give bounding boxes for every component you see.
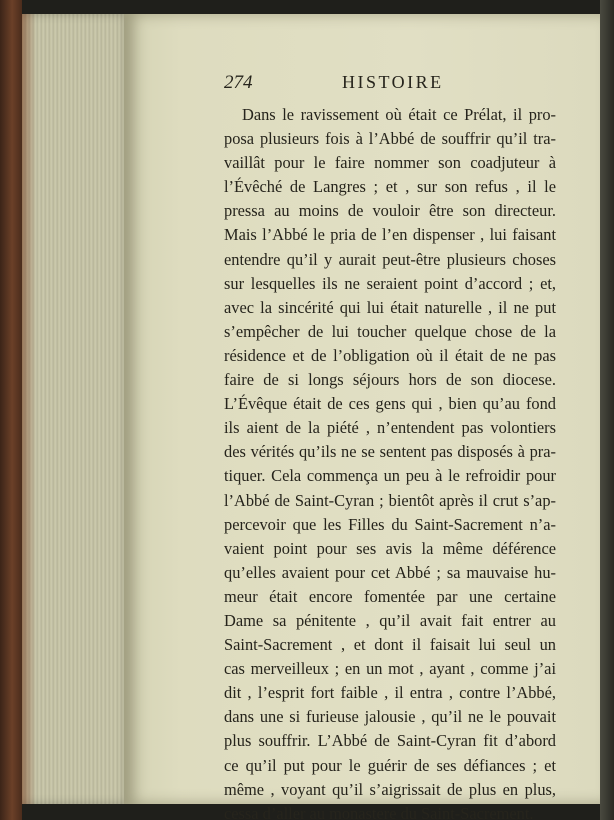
text-line: posa plusieurs fois à l’Abbé de souffrir qu’il tra-: [224, 129, 556, 149]
text-line: Mais l’Abbé le pria de l’en dispenser , lui faisant: [224, 225, 556, 245]
page-number: 274: [224, 72, 253, 93]
page-header: [224, 72, 554, 96]
text-line: vaient point pour ses avis la même déférence: [224, 538, 556, 558]
text-line: vaillât pour le faire nommer son coadjuteur à: [224, 153, 556, 173]
text-line: cas merveilleux ; en un mot , ayant , comme j’ai: [224, 659, 556, 679]
text-line: des vérités qu’ils ne se sentent pas disposés à pra-: [224, 442, 556, 462]
text-line: meur était encore fomentée par une certaine: [224, 586, 556, 606]
facing-page-edge: [600, 0, 614, 820]
body-text: [224, 103, 556, 820]
page-edges: [22, 14, 132, 804]
text-line: percevoir que les Filles du Saint-Sacrement n’a-: [224, 514, 556, 534]
text-line: avec la sincérité qui lui était naturelle , il ne put: [224, 297, 556, 317]
text-line: l’Abbé de Saint-Cyran ; bientôt après il crut s’ap-: [224, 490, 556, 510]
text-line: même , voyant qu’il s’aigrissait de plus en plus,: [224, 779, 556, 799]
text-line: ils aient de la piété , n’entendent pas volontiers: [224, 418, 556, 438]
book-cover-edge: [0, 0, 22, 820]
text-line: s’empêcher de lui toucher quelque chose de la: [224, 321, 556, 341]
text-line: résidence et de l’obligation où il était de ne pas: [224, 345, 556, 365]
text-line: dit , l’esprit fort faible , il entra , contre l’Abbé,: [224, 683, 556, 703]
text-line: Dans le ravissement où était ce Prélat, il pro-: [242, 105, 556, 124]
text-line: dans une si furieuse jalousie , qu’il ne le pouvait: [224, 707, 556, 727]
text-line: plus souffrir. L’Abbé de Saint-Cyran fit d’abord: [224, 731, 556, 751]
text-line: tiquer. Cela commença un peu à le refroidir pour: [224, 466, 556, 486]
text-line: ce qu’il put pour le guérir de ses défiances ; et: [224, 755, 556, 775]
text-line: l’Évêché de Langres ; et , sur son refus , il le: [224, 177, 556, 197]
text-line: sur lesquelles ils ne seraient point d’accord ; et,: [224, 273, 556, 293]
running-title: HISTOIRE: [342, 72, 444, 92]
text-line: Saint-Sacrement , et dont il faisait lui seul un: [224, 635, 556, 655]
text-line: L’Évêque était de ces gens qui , bien qu’au fond: [224, 394, 556, 414]
text-line: entendre qu’il y aurait peut-être plusieurs choses: [224, 249, 556, 269]
text-line: qu’elles avaient pour cet Abbé ; sa mauvaise hu-: [224, 562, 556, 582]
text-line: Dame sa pénitente , qu’il avait fait entrer au: [224, 610, 556, 630]
text-line: cessa d’aller au monastere du Saint-Sacrement.: [224, 803, 534, 820]
text-line: faire de si longs séjours hors de son diocese.: [224, 370, 556, 390]
book-page: [124, 14, 600, 820]
text-line: pressa au moins de vouloir être son directeur.: [224, 201, 556, 221]
